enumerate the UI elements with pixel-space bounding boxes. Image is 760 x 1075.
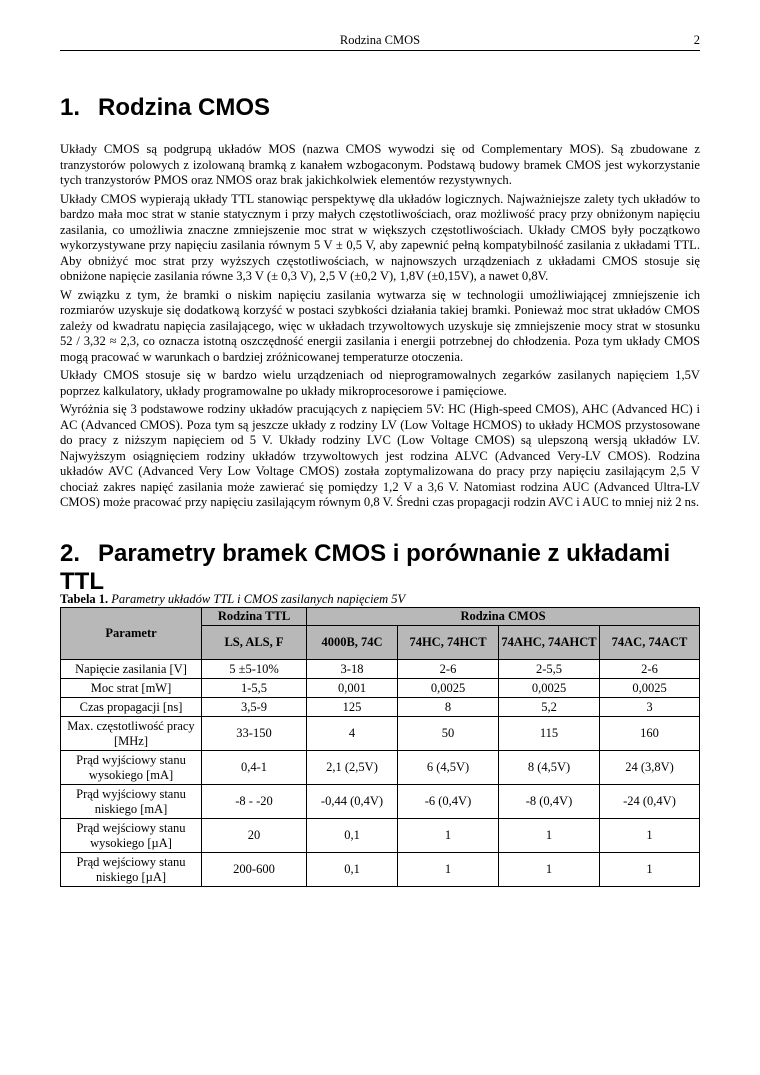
cell: -8 - -20 <box>202 785 307 819</box>
column-header: 74AHC, 74AHCT <box>499 626 600 660</box>
table-row <box>61 717 700 751</box>
paragraph: W związku z tym, że bramki o niskim napięciu zasilania wytwarza się w technologii umożliwiającej zmniejszenie ich rozmiarów uzyskuje się dodatkową korzyść w postaci szybkości działania takiej bramki. Ponieważ moc strat układów CMOS zależy od kwadratu napięcia zasilającego, więc w układach trzywoltowych uzyskuje się zmniejszenie mocy strat w stosunku 52 / 3,32 ≈ 2,3, co oznacza istotną oszczędność energii zasilania i energii potrzebnej do chłodzenia. Poza tym układy CMOS mogą pracować w warunkach o bardziej zróżnicowanej temperaturze otoczenia. <box>60 287 700 364</box>
row-param: Prąd wyjściowy stanu niskiego [mA] <box>61 785 202 819</box>
header-title: Rodzina CMOS <box>339 33 421 47</box>
cell: 2-6 <box>398 660 499 679</box>
table-row <box>61 660 700 679</box>
cell: 0,1 <box>307 853 398 887</box>
table-caption <box>60 592 405 607</box>
cell: 115 <box>499 717 600 751</box>
column-header: 74HC, 74HCT <box>398 626 499 660</box>
cell: -8 (0,4V) <box>499 785 600 819</box>
cell: 5 ±5-10% <box>202 660 307 679</box>
cell: 160 <box>600 717 700 751</box>
row-param: Prąd wyjściowy stanu wysokiego [mA] <box>61 751 202 785</box>
cell: 24 (3,8V) <box>600 751 700 785</box>
section-1-title: Rodzina CMOS <box>98 94 270 121</box>
section-2-heading <box>60 540 700 596</box>
cell: 3 <box>600 698 700 717</box>
cell: 2-6 <box>600 660 700 679</box>
row-param: Prąd wejściowy stanu wysokiego [µA] <box>61 819 202 853</box>
paragraph: Wyróżnia się 3 podstawowe rodziny układów pracujących z napięciem 5V: HC (High-speed CMOS), AHC (Advanced HC) i AC (Advanced CMOS). Poza tym są jeszcze układy z rodziny LV (Low Voltage HCMOS) to układy HCMOS przystosowane do pracy z niższym napięciem od 5 V. Układy rodziny LVC (Low Voltage CMOS) są ulepszoną wersją układów LV. Najwyższym osiągnięciem rodziny układów trzywoltowych jest rodzina ALVC (Advanced Very-LV CMOS). Rodzina układów AVC (Advanced Very Low Voltage CMOS) została zoptymalizowana do pracy przy napięciu zasilającym 2,5 V chociaż zakres napięć zasilania może zawierać się pomiędzy 1,2 V a 3,6 V. Natomiast rodzina AUC (Advanced Ultra-LV CMOS) może pracować przy napięciu zasilającym równym 0,8 V. Średni czas propagacji rodzin AVC i AUC to mniej niż 2 ns. <box>60 402 700 509</box>
cell: 8 (4,5V) <box>499 751 600 785</box>
table-row <box>61 785 700 819</box>
cell: 2-5,5 <box>499 660 600 679</box>
table-row <box>61 698 700 717</box>
table-row <box>61 751 700 785</box>
column-header: 74AC, 74ACT <box>600 626 700 660</box>
cell: -0,44 (0,4V) <box>307 785 398 819</box>
cell: 33-150 <box>202 717 307 751</box>
section-2-title: Parametry bramek CMOS i porównanie z układami TTL <box>60 540 671 595</box>
cell: 1-5,5 <box>202 679 307 698</box>
cell: 20 <box>202 819 307 853</box>
page-number: 2 <box>693 33 700 47</box>
cell: -6 (0,4V) <box>398 785 499 819</box>
cell: 200-600 <box>202 853 307 887</box>
cell: 0,1 <box>307 819 398 853</box>
section-1-heading <box>60 94 270 122</box>
column-header: LS, ALS, F <box>202 626 307 660</box>
cell: 5,2 <box>499 698 600 717</box>
cell: 1 <box>499 819 600 853</box>
table-row <box>61 853 700 887</box>
paragraph: Układy CMOS stosuje się w bardzo wielu urządzeniach od nieprogramowalnych zegarków zasilanych napięciem 1,5V poprzez kalkulatory, układy programowalne po układy mikroprocesorowe i pamięciowe. <box>60 368 700 398</box>
cell: 1 <box>398 819 499 853</box>
cell: 1 <box>600 819 700 853</box>
cell: 125 <box>307 698 398 717</box>
row-param: Moc strat [mW] <box>61 679 202 698</box>
table-row <box>61 819 700 853</box>
cell: 0,0025 <box>499 679 600 698</box>
param-header: Parametr <box>61 608 202 660</box>
parameters-table <box>60 607 700 887</box>
cell: 1 <box>398 853 499 887</box>
column-header: 4000B, 74C <box>307 626 398 660</box>
cell: 6 (4,5V) <box>398 751 499 785</box>
running-header <box>60 32 700 51</box>
cell: 50 <box>398 717 499 751</box>
cell: 4 <box>307 717 398 751</box>
cell: 1 <box>600 853 700 887</box>
row-param: Czas propagacji [ns] <box>61 698 202 717</box>
ttl-group-header: Rodzina TTL <box>202 608 307 626</box>
table-caption-label: Tabela 1. <box>60 592 109 606</box>
section-1-number: 1. <box>60 94 81 121</box>
cell: 3-18 <box>307 660 398 679</box>
section-1-body <box>60 142 700 514</box>
cell: 0,0025 <box>600 679 700 698</box>
paragraph: Układy CMOS są podgrupą układów MOS (nazwa CMOS wywodzi się od Complementary MOS). Są zbudowane z tranzystorów polowych z izolowaną bramką z kanałem wzbogaconym. Podstawą budowy bramek CMOS jest wykorzystanie tych tranzystorów PMOS oraz NMOS oraz brak jakichkolwiek elementów rezystywnych. <box>60 142 700 187</box>
table-caption-text: Parametry układów TTL i CMOS zasilanych napięciem 5V <box>111 592 406 606</box>
cell: 3,5-9 <box>202 698 307 717</box>
cell: 0,4-1 <box>202 751 307 785</box>
row-param: Max. częstotliwość pracy [MHz] <box>61 717 202 751</box>
cell: 8 <box>398 698 499 717</box>
row-param: Prąd wejściowy stanu niskiego [µA] <box>61 853 202 887</box>
cell: 2,1 (2,5V) <box>307 751 398 785</box>
cell: -24 (0,4V) <box>600 785 700 819</box>
cell: 0,001 <box>307 679 398 698</box>
cell: 0,0025 <box>398 679 499 698</box>
table-row <box>61 679 700 698</box>
cmos-group-header: Rodzina CMOS <box>307 608 700 626</box>
row-param: Napięcie zasilania [V] <box>61 660 202 679</box>
section-2-number: 2. <box>60 540 81 567</box>
cell: 1 <box>499 853 600 887</box>
paragraph: Układy CMOS wypierają układy TTL stanowiąc perspektywę dla układów logicznych. Najważniejsze zalety tych układów to bardzo mała moc strat w stanie statycznym i przy małych częstotliwościach, oraz możliwość pracy przy obniżonym napięciu zasilania, co umożliwia znaczne zmniejszenie moc strat w większych częstotliwościach. Układy CMOS były początkowo wykorzystywane przy napięciu zasilania równym 5 V ± 0,5 V, aby zapewnić pełną kompatybilność zasilania z układami TTL. Aby obniżyć moc strat przy wyższych częstotliwościach, w najnowszych urządzeniach z układami CMOS stosuje się obniżone napięcie zasilania równe 3,3 V (± 0,3 V), 2,5 V (±0,2 V), 1,8V (±0,15V), a nawet 0,8V. <box>60 191 700 283</box>
